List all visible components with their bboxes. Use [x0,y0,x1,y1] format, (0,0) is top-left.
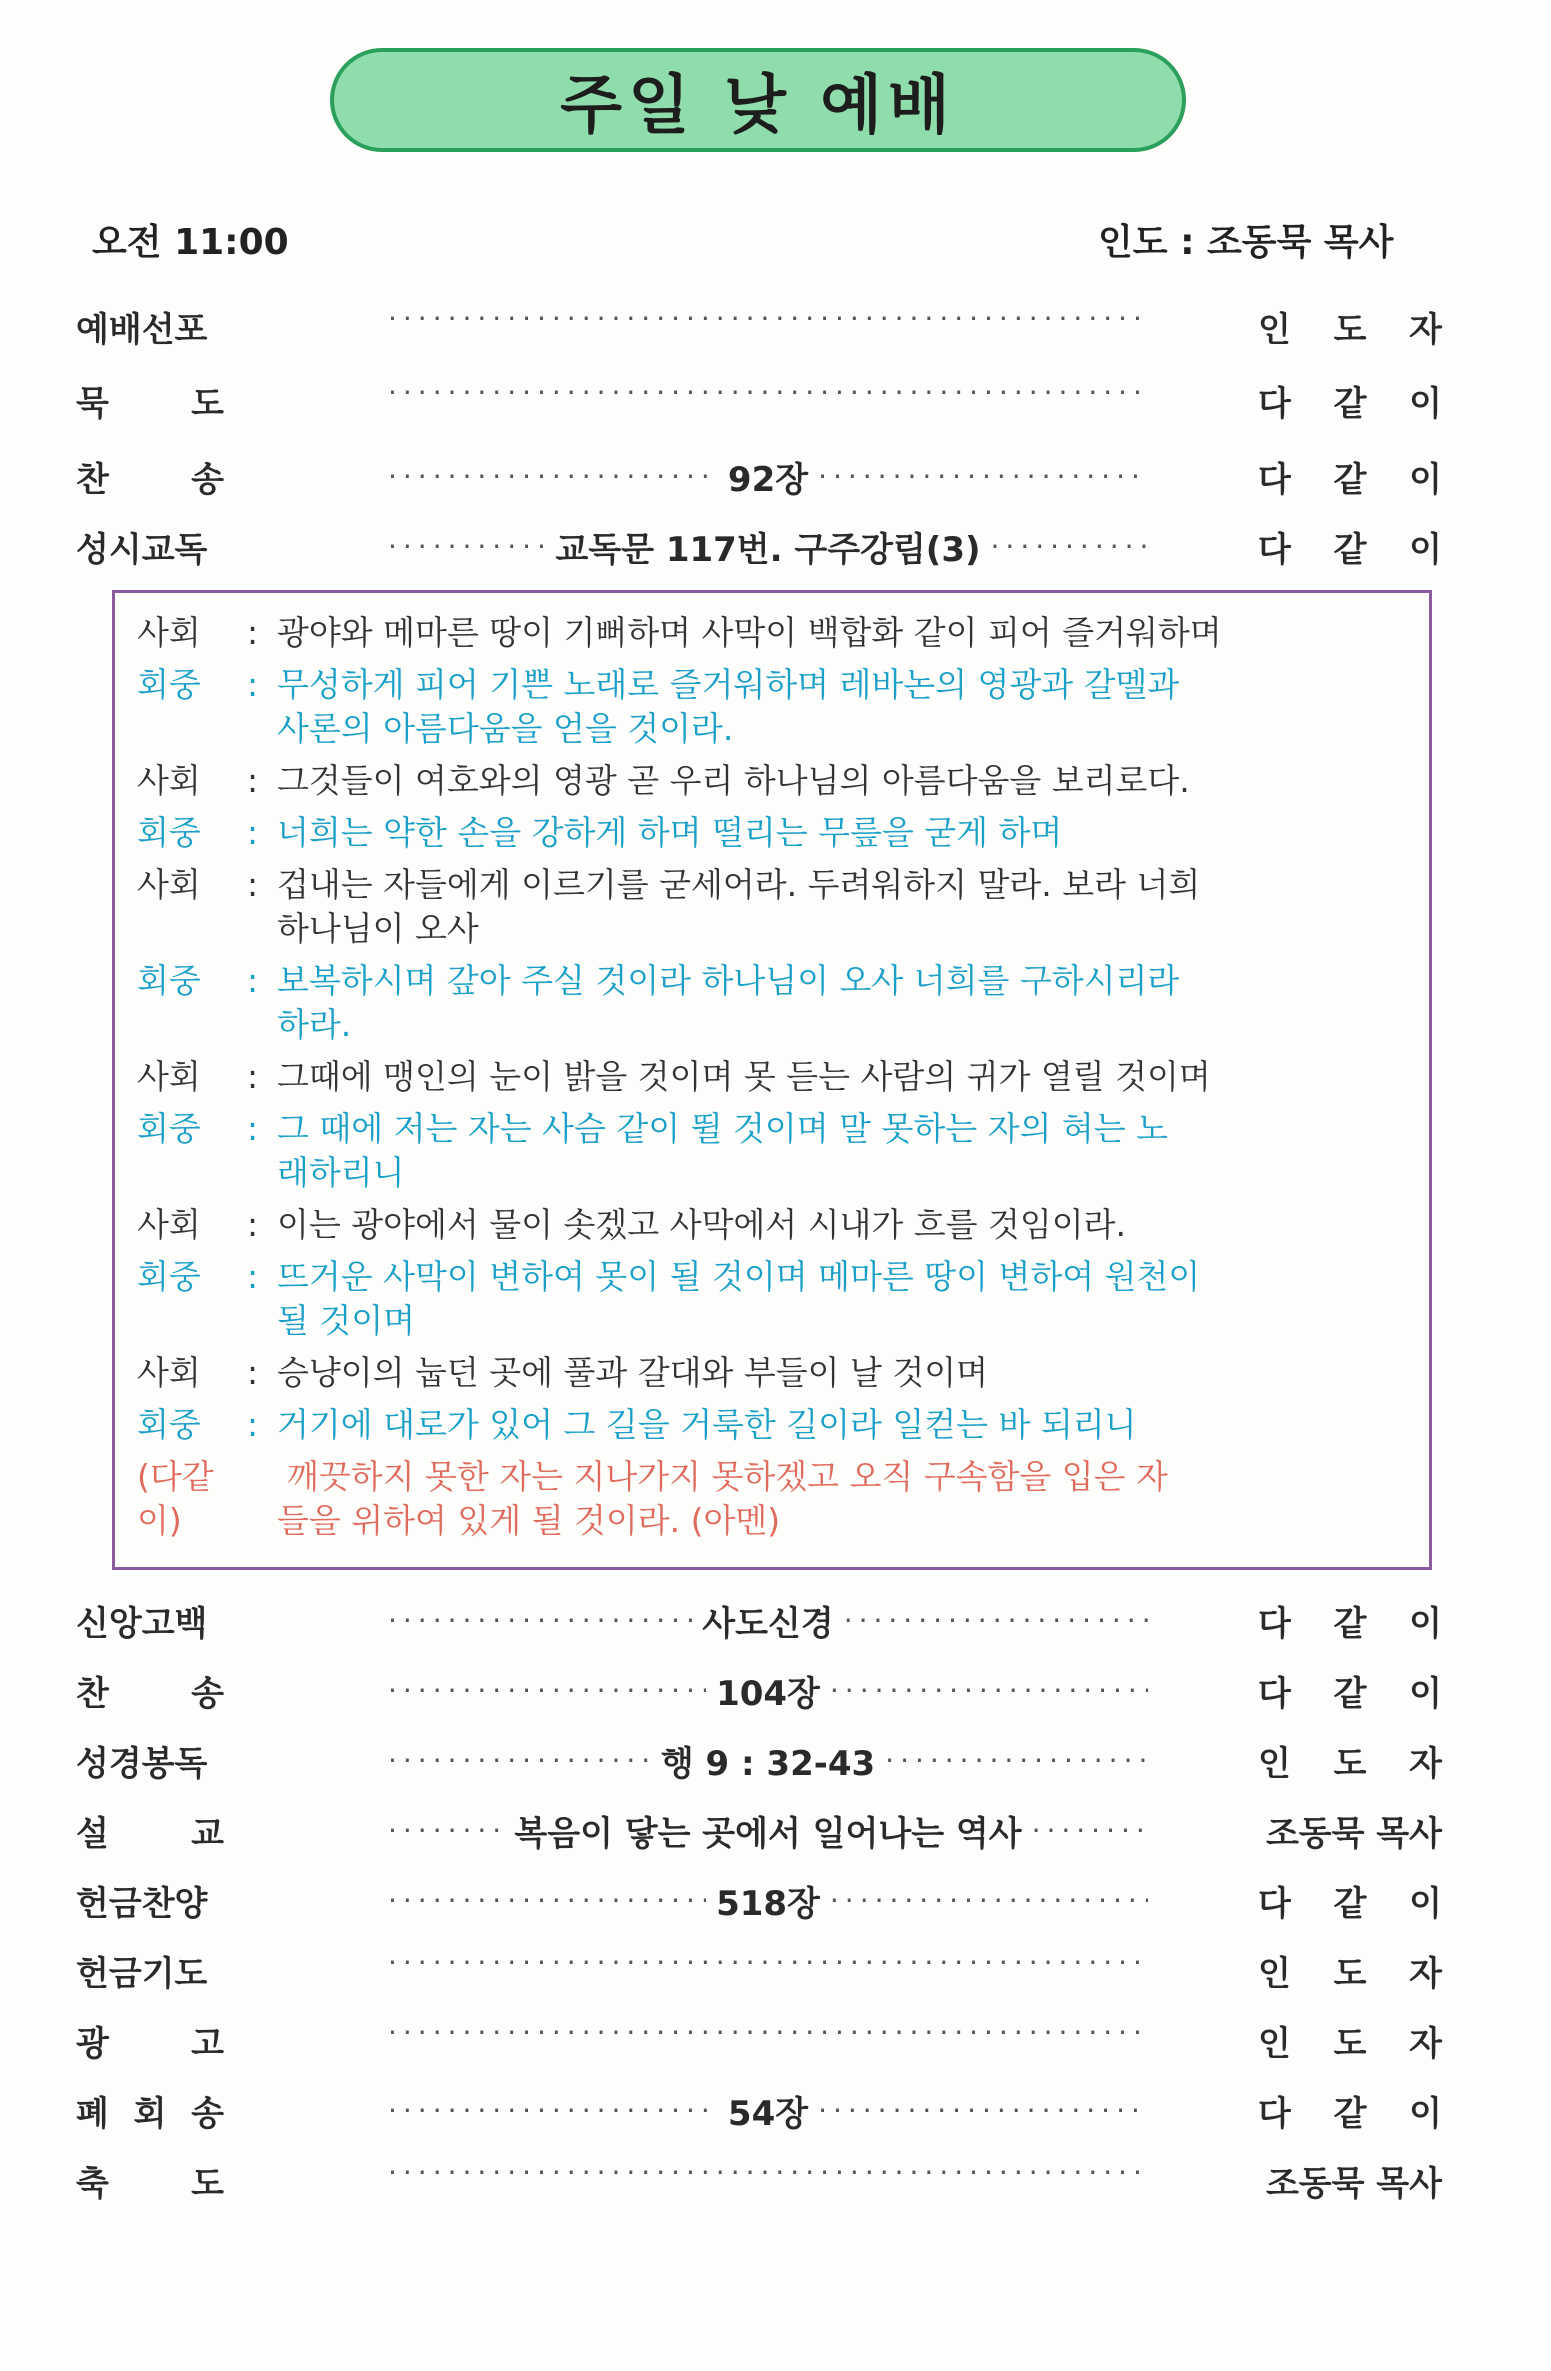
order-item-leader-line [388,452,1148,501]
reading-role: 회중 [137,813,201,852]
order-item-leader-line [388,302,1148,335]
order-item-label: 예배선포 [76,310,208,350]
reading-role: 사회 [137,865,201,904]
order-item-leader-line [388,1876,1148,1925]
order-item [0,376,1551,436]
order-item-performer: 다 같 이 [1258,1674,1442,1714]
reading-text: 될 것이며 [277,1301,416,1340]
dot-leader [388,1814,504,1847]
dot-leader [388,2156,1148,2189]
reading-role: 사회 [137,1205,201,1244]
order-item-detail: 행 9 : 32-43 [660,1744,876,1784]
reading-colon: : [247,665,259,704]
order-item-leader-line [388,2016,1148,2049]
dot-leader [830,1674,1148,1707]
order-item-detail: 복음이 닿는 곳에서 일어나는 역사 [514,1814,1022,1854]
order-item-leader-line [388,376,1148,409]
order-item-performer: 다 같 이 [1258,384,1442,424]
dot-leader [885,1744,1148,1777]
reading-text: 승냥이의 눕던 곳에 풀과 갈대와 부들이 날 것이며 [277,1353,988,1392]
order-item [0,452,1551,512]
order-item-detail: 교독문 117번. 구주강림(3) [555,530,981,570]
order-item-label: 설 교 [76,1814,224,1854]
reading-colon: : [247,1057,259,1096]
reading-text: 광야와 메마른 땅이 기뻐하며 사막이 백합화 같이 피어 즐거워하며 [277,613,1222,652]
order-item-leader-line [388,2156,1148,2189]
reading-role: 회중 [137,665,201,704]
reading-role: 사회 [137,1353,201,1392]
reading-colon: : [247,1353,259,1392]
order-item-leader-line [388,1596,1148,1645]
order-item-label: 찬 송 [76,1674,224,1714]
order-item [0,1596,1551,1656]
reading-text: 래하리니 [277,1153,405,1192]
order-item-leader-line [388,2086,1148,2135]
order-item [0,1666,1551,1726]
dot-leader [388,1946,1148,1979]
service-time: 오전 11:00 [92,222,289,263]
order-item-performer: 인 도 자 [1258,310,1442,350]
reading-text: 그때에 맹인의 눈이 밝을 것이며 못 듣는 사람의 귀가 열릴 것이며 [277,1057,1211,1096]
order-item-detail: 104장 [716,1674,820,1714]
reading-role: 사회 [137,613,201,652]
order-item-performer: 조동묵 목사 [1265,2164,1442,2204]
reading-text: 깨끗하지 못한 자는 지나가지 못하겠고 오직 구속함을 입은 자 [287,1457,1168,1496]
order-item-performer: 인 도 자 [1258,1744,1442,1784]
reading-role: 사회 [137,1057,201,1096]
order-item [0,1806,1551,1866]
reading-colon: : [247,613,259,652]
order-item [0,1876,1551,1936]
order-item-leader-line [388,1736,1148,1785]
reading-role: 사회 [137,761,201,800]
dot-leader [818,2094,1148,2127]
reading-text: 겁내는 자들에게 이르기를 굳세어라. 두려워하지 말라. 보라 너희 [277,865,1201,904]
order-item [0,1736,1551,1796]
title-box [330,48,1186,152]
order-item-detail: 54장 [727,2094,809,2134]
reading-text: 하라. [277,1005,352,1044]
order-item-performer: 인 도 자 [1258,1954,1442,1994]
order-item-leader-line [388,1806,1148,1855]
responsive-reading-box [112,590,1432,1570]
dot-leader [830,1884,1148,1917]
order-item-detail: 518장 [716,1884,820,1924]
dot-leader [388,302,1148,335]
reading-text: 보복하시며 갚아 주실 것이라 하나님이 오사 너희를 구하시리라 [277,961,1180,1000]
reading-colon: : [247,1205,259,1244]
dot-leader [388,2094,718,2127]
dot-leader [388,1884,706,1917]
reading-role: 회중 [137,1405,201,1444]
order-item-performer: 다 같 이 [1258,1604,1442,1644]
order-item-label: 신앙고백 [76,1604,208,1644]
reading-colon: : [247,961,259,1000]
dot-leader [388,1674,706,1707]
order-item-performer: 인 도 자 [1258,2024,1442,2064]
order-item-label: 헌금찬양 [76,1884,208,1924]
order-item [0,1946,1551,2006]
dot-leader [388,2016,1148,2049]
reading-text: 너희는 약한 손을 강하게 하며 떨리는 무릎을 굳게 하며 [277,813,1063,852]
reading-colon: : [247,761,259,800]
reading-role: 회중 [137,1109,201,1148]
order-item-performer: 다 같 이 [1258,1884,1442,1924]
dot-leader [388,1604,692,1637]
order-item-detail: 사도신경 [702,1604,834,1644]
order-item-leader-line [388,1946,1148,1979]
reading-text: 거기에 대로가 있어 그 길을 거룩한 길이라 일컫는 바 되리니 [277,1405,1137,1444]
reading-colon: : [247,1109,259,1148]
reading-text: 사론의 아름다움을 얻을 것이라. [277,709,734,748]
service-meta [0,214,1551,268]
order-item-performer: 다 같 이 [1258,530,1442,570]
order-item [0,522,1551,582]
order-item-label: 광 고 [76,2024,224,2064]
dot-leader [388,376,1148,409]
reading-text: 무성하게 피어 기쁜 노래로 즐거워하며 레바논의 영광과 갈멜과 [277,665,1180,704]
reading-text: 그 때에 저는 자는 사슴 같이 뛸 것이며 말 못하는 자의 혀는 노 [277,1109,1168,1148]
order-item-leader-line [388,1666,1148,1715]
reading-role: 회중 [137,961,201,1000]
order-item [0,2086,1551,2146]
order-item-label: 묵 도 [76,384,224,424]
order-item-label: 성경봉독 [76,1744,208,1784]
order-item-performer: 다 같 이 [1258,460,1442,500]
order-item-label: 축 도 [76,2164,224,2204]
reading-colon: : [247,813,259,852]
reading-colon: : [247,1257,259,1296]
title-banner [0,48,1551,158]
order-item [0,2016,1551,2076]
order-item [0,302,1551,362]
order-item-detail: 92장 [727,460,809,500]
order-item-performer: 다 같 이 [1258,2094,1442,2134]
order-item-label: 헌금기도 [76,1954,208,1994]
order-item-label: 찬 송 [76,460,224,500]
service-leader: 인도 : 조동묵 목사 [1098,222,1394,263]
order-item-label: 폐 회 송 [76,2094,224,2134]
reading-text: 뜨거운 사막이 변하여 못이 될 것이며 메마른 땅이 변하여 원천이 [277,1257,1201,1296]
order-item-leader-line [388,522,1148,571]
reading-role: 회중 [137,1257,201,1296]
reading-text: 들을 위하여 있게 될 것이라. (아멘) [277,1501,781,1540]
dot-leader [388,460,718,493]
reading-text: 이는 광야에서 물이 솟겠고 사막에서 시내가 흐를 것임이라. [277,1205,1126,1244]
page-title: 주일 낮 예배 [560,69,956,143]
dot-leader [388,1744,651,1777]
dot-leader [844,1604,1148,1637]
dot-leader [818,460,1148,493]
reading-role: (다같이) [137,1457,214,1540]
reading-text: 하나님이 오사 [277,909,479,948]
dot-leader [388,530,545,563]
reading-colon: : [247,1405,259,1444]
dot-leader [1032,1814,1148,1847]
reading-colon: : [247,865,259,904]
order-item-label: 성시교독 [76,530,208,570]
reading-text: 그것들이 여호와의 영광 곧 우리 하나님의 아름다움을 보리로다. [277,761,1190,800]
order-item-performer: 조동묵 목사 [1265,1814,1442,1854]
order-item [0,2156,1551,2216]
dot-leader [991,530,1148,563]
